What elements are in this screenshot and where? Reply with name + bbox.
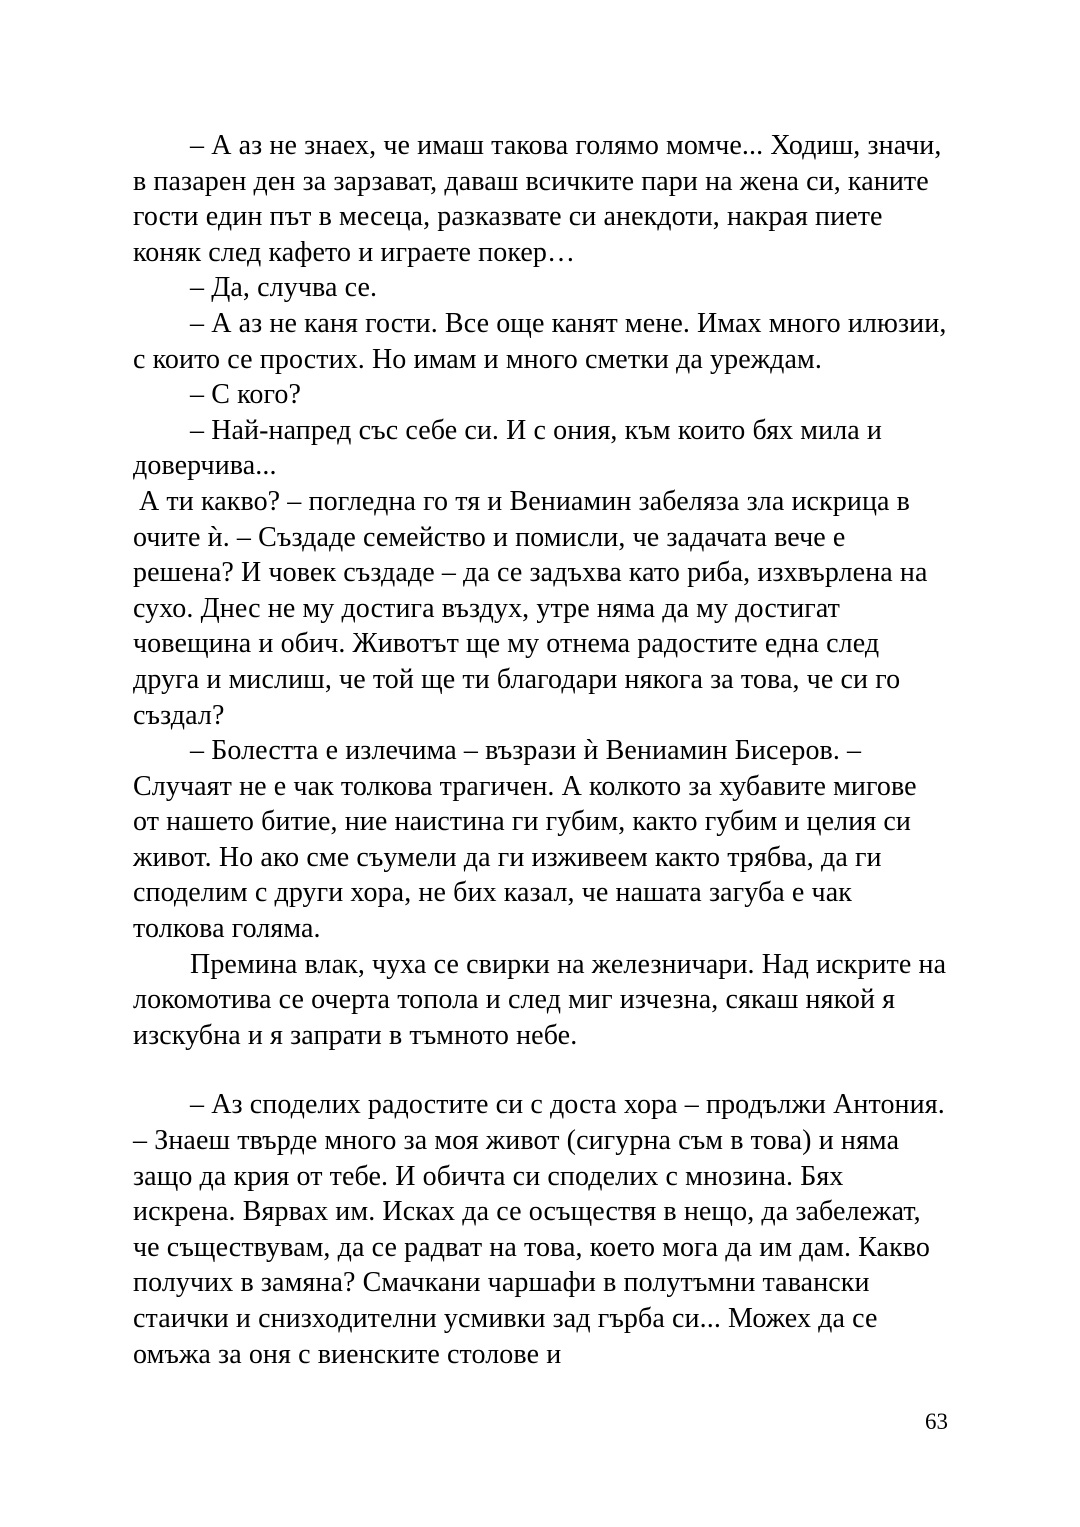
paragraph: А ти какво? – погледна го тя и Вениамин забеляза зла искрица в очите ѝ. – Създаде семейство и помисли, че задачата вече е решена? И човек създаде – да се задъхва като риба, изхвърлена на сухо. Днес не му достига въздух, утре няма да му достигат човещина и обич. Животът ще му отнема радостите една след друга и мислиш, че той ще ти благодари някога за това, че си го създал? — [133, 485, 928, 731]
paragraph: – Най-напред със себе си. И с ония, към които бях мила и доверчива... — [133, 414, 882, 482]
page-text — [133, 128, 948, 1372]
paragraph: – А аз не знаех, че имаш такова голямо момче... Ходиш, значи, в пазарен ден за зарзават, даваш всичките пари на жена си, каните гости един път в месеца, разказвате си анекдоти, накрая пиете коняк след кафето и играете покер… — [133, 130, 942, 268]
paragraph: Премина влак, чуха се свирки на железничари. Над искрите на локомотива се очерта топола и след миг изчезна, сякаш някой я изскубна и я запрати в тъмното небе. — [133, 948, 947, 1051]
paragraph: – А аз не каня гости. Все още канят мене. Имах много илюзии, с които се простих. Но имам и много сметки да уреждам. — [133, 307, 947, 375]
paragraph: – Болестта е излечима – възрази ѝ Вениамин Бисеров. – Случаят не е чак толкова трагичен. А колкото за хубавите мигове от нашето битие, ние наистина ги губим, както губим и целия си живот. Но ако сме съумели да ги изживеем както трябва, да ги споделим с други хора, не бих казал, че нашата загуба е чак толкова голяма. — [133, 735, 917, 945]
paragraph: – Да, случва се. — [190, 272, 378, 304]
page-number: 63 — [925, 1409, 948, 1434]
paragraph: – С кого? — [190, 379, 301, 411]
paragraph: – Аз споделих радостите си с доста хора – продължи Антония. – Знаеш твърде много за моя живот (сигурна съм в това) и няма защо да крия от тебе. И обичта си споделих с мнозина. Бях искрена. Вярвах им. Исках да се осъществя в нещо, да забележат, че съществувам, да се радват на това, което мога да им дам. Какво получих в замяна? Смачкани чаршафи в полутъмни тавански стаички и снизходителни усмивки зад гърба си... Можех да се омъжа за оня с виенските столове и — [133, 1089, 945, 1370]
